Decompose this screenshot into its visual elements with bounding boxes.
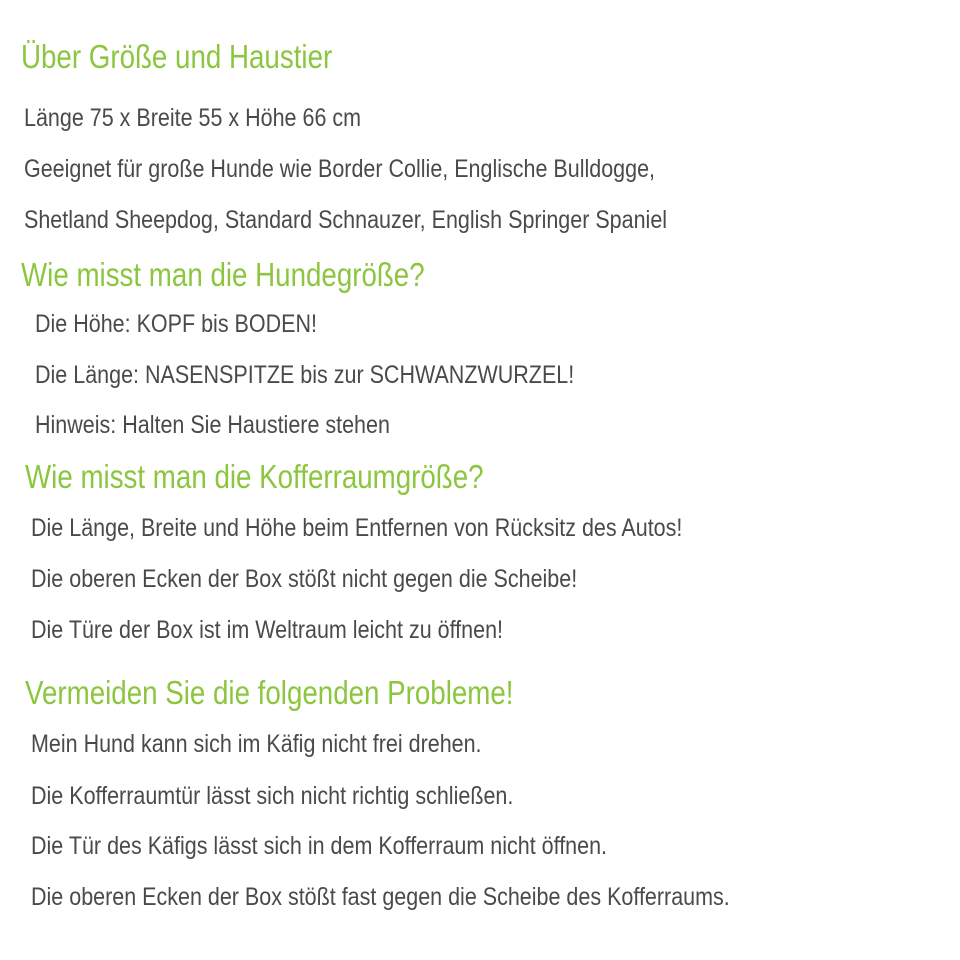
text-dog-hint: Hinweis: Halten Sie Haustiere stehen [35,411,390,439]
text-trunk-dimensions: Die Länge, Breite und Höhe beim Entfernen von Rücksitz des Autos! [31,514,683,542]
text-problem-turn: Mein Hund kann sich im Käfig nicht frei drehen. [31,730,482,758]
text-trunk-door: Die Türe der Box ist im Weltraum leicht zu öffnen! [31,616,504,644]
heading-avoid-problems: Vermeiden Sie die folgenden Probleme! [25,674,514,711]
heading-size-and-pet: Über Größe und Haustier [21,38,333,75]
text-problem-cage-door: Die Tür des Käfigs lässt sich in dem Kofferraum nicht öffnen. [31,832,608,860]
text-problem-trunk-door: Die Kofferraumtür lässt sich nicht richtig schließen. [31,782,514,810]
heading-measure-trunk: Wie misst man die Kofferraumgröße? [25,458,484,495]
text-suitable-breeds-2: Shetland Sheepdog, Standard Schnauzer, English Springer Spaniel [24,206,668,234]
text-dog-height: Die Höhe: KOPF bis BODEN! [35,310,317,338]
text-dog-length: Die Länge: NASENSPITZE bis zur SCHWANZWURZEL! [35,361,575,389]
text-problem-corners: Die oberen Ecken der Box stößt fast gegen die Scheibe des Kofferraums. [31,883,730,911]
text-trunk-corners: Die oberen Ecken der Box stößt nicht gegen die Scheibe! [31,565,578,593]
heading-measure-dog: Wie misst man die Hundegröße? [21,256,425,293]
text-suitable-breeds-1: Geeignet für große Hunde wie Border Collie, Englische Bulldogge, [24,155,656,183]
text-dimensions: Länge 75 x Breite 55 x Höhe 66 cm [24,104,362,132]
